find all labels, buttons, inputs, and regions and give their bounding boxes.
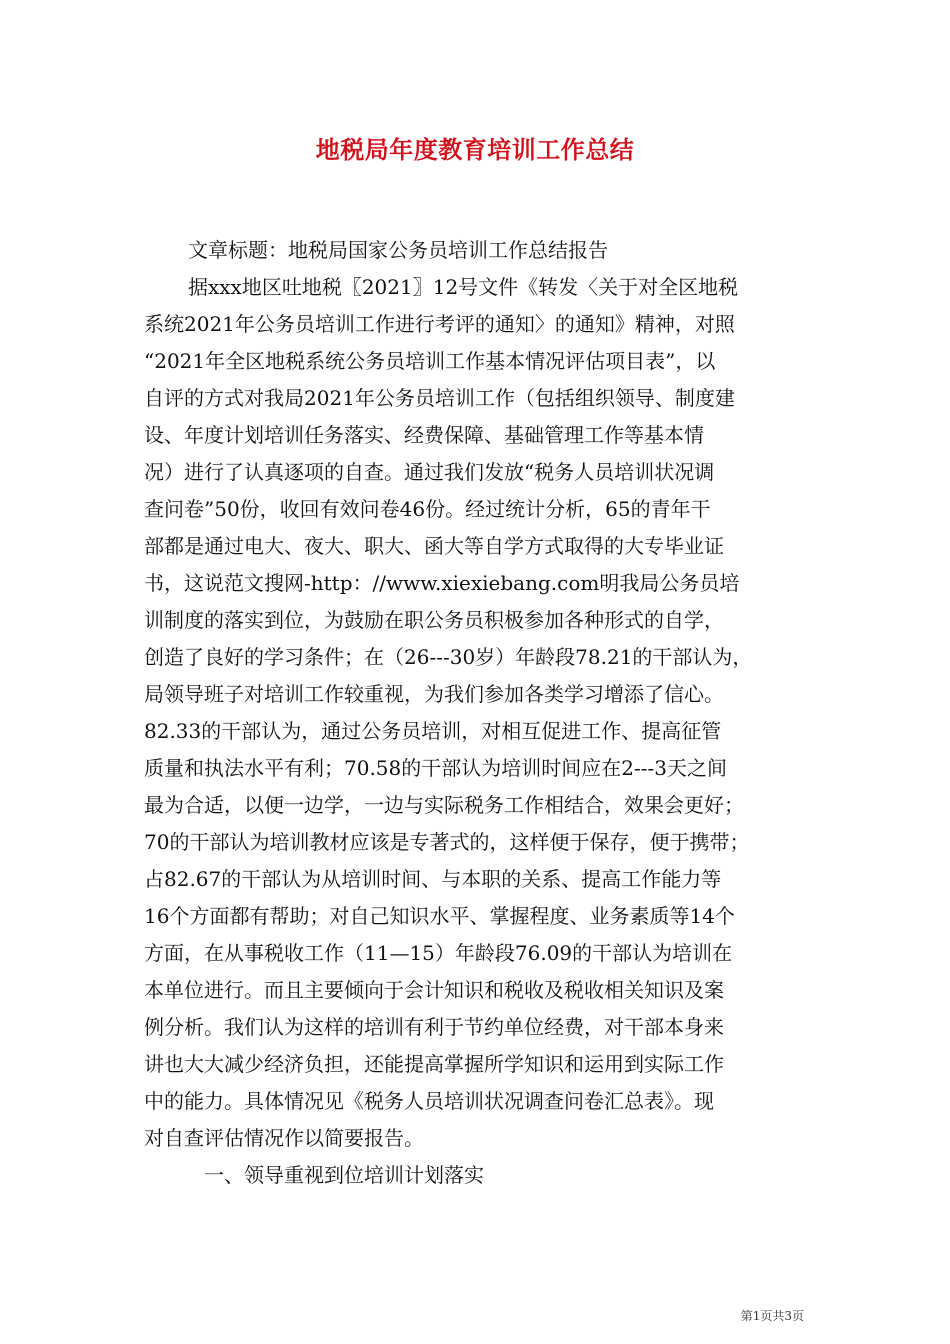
paragraph-line: 例分析。我们认为这样的培训有利于节约单位经费，对干部本身来	[144, 1015, 724, 1039]
paragraph-line: 本单位进行。而且主要倾向于会计知识和税收及税收相关知识及案	[144, 978, 724, 1002]
paragraph-line: 况）进行了认真逐项的自查。通过我们发放“税务人员培训状况调	[144, 460, 715, 484]
paragraph-line: 讲也大大减少经济负担，还能提高掌握所学知识和运用到实际工作	[144, 1052, 724, 1076]
document-body	[144, 232, 824, 1194]
document-title: 地税局年度教育培训工作总结	[315, 135, 635, 164]
paragraph-line: 中的能力。具体情况见《税务人员培训状况调查问卷汇总表》。现	[144, 1089, 714, 1113]
paragraph-line: 82.33的干部认为，通过公务员培训，对相互促进工作、提高征管	[144, 719, 722, 743]
article-title-line: 文章标题：地税局国家公务员培训工作总结报告	[188, 238, 608, 262]
paragraph-line: 16个方面都有帮助；对自己知识水平、掌握程度、业务素质等14个	[144, 904, 735, 928]
paragraph-line: 对自查评估情况作以简要报告。	[144, 1126, 424, 1150]
paragraph-line: 创造了良好的学习条件；在（26---30岁）年龄段78.21的干部认为，	[144, 645, 753, 669]
paragraph-line: 70的干部认为培训教材应该是专著式的，这样便于保存，便于携带；	[144, 830, 750, 854]
paragraph-line: 设、年度计划培训任务落实、经费保障、基础管理工作等基本情	[144, 423, 704, 447]
paragraph-line: 系统2021年公务员培训工作进行考评的通知〉的通知》精神，对照	[144, 312, 735, 336]
page-number: 第1页共3页	[740, 1309, 804, 1323]
paragraph-line: 方面，在从事税收工作（11—15）年龄段76.09的干部认为培训在	[144, 941, 733, 965]
paragraph-line: 部都是通过电大、夜大、职大、函大等自学方式取得的大专毕业证	[144, 534, 724, 558]
paragraph-line: 局领导班子对培训工作较重视，为我们参加各类学习增添了信心。	[144, 682, 724, 706]
paragraph-line: 训制度的落实到位，为鼓励在职公务员积极参加各种形式的自学，	[144, 608, 724, 632]
paragraph-line: 占82.67的干部认为从培训时间、与本职的关系、提高工作能力等	[144, 867, 722, 891]
section-heading: 一、领导重视到位培训计划落实	[204, 1163, 484, 1187]
paragraph-line: 查问卷”50份，收回有效问卷46份。经过统计分析，65的青年干	[144, 497, 711, 521]
paragraph-line: 最为合适，以便一边学，一边与实际税务工作相结合，效果会更好；	[144, 793, 744, 817]
paragraph-line: 书，这说范文搜网-http：//www.xiexiebang.com明我局公务员培	[144, 571, 740, 595]
paragraph-line: 自评的方式对我局2021年公务员培训工作（包括组织领导、制度建	[144, 386, 735, 410]
paragraph-line: 据xxx地区吐地税〖2021〗12号文件《转发〈关于对全区地税	[188, 275, 739, 299]
paragraph-line: 质量和执法水平有利；70.58的干部认为培训时间应在2---3天之间	[144, 756, 727, 780]
paragraph-line: “2021年全区地税系统公务员培训工作基本情况评估项目表”，以	[144, 349, 716, 373]
